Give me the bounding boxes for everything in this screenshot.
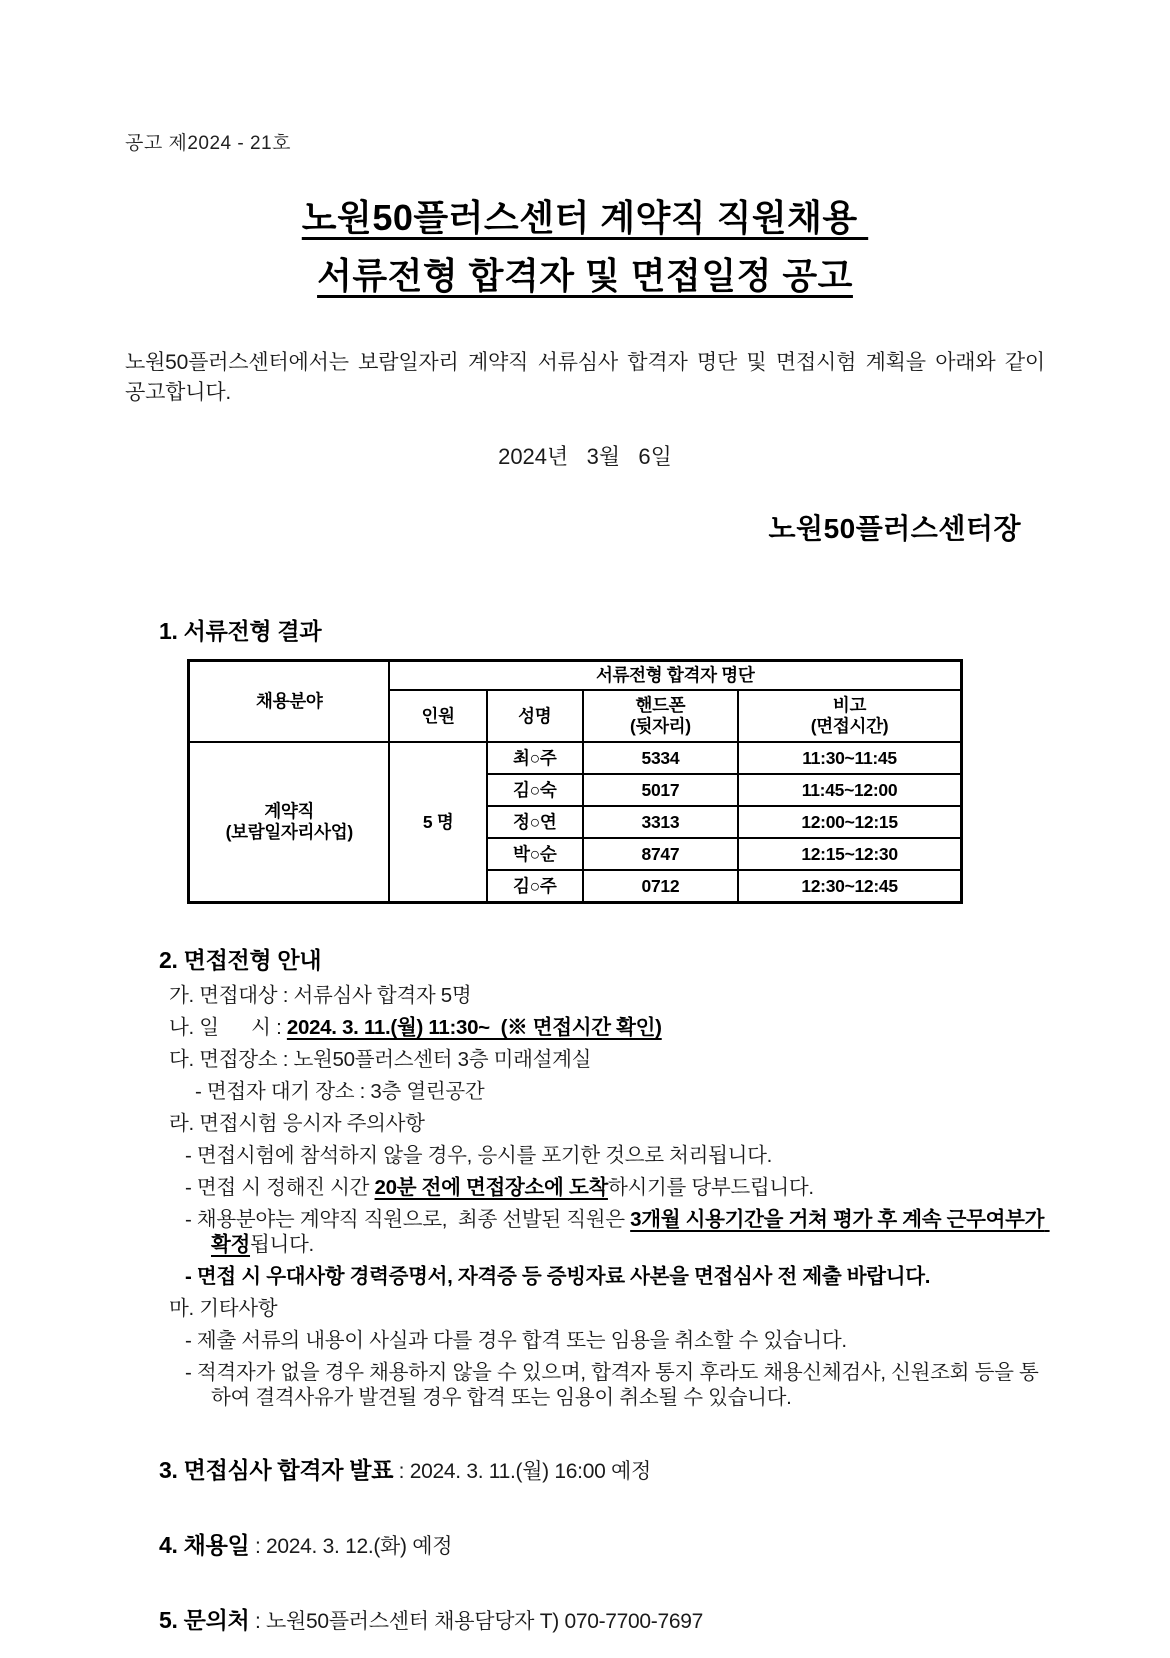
th-note: 비고 (면접시간) [738,690,961,742]
page-title [125,189,1045,304]
list-item: 라. 면접시험 응시자 주의사항 [169,1111,425,1135]
list-item: 가. 면접대상 : 서류심사 합격자 5명 [169,983,472,1007]
section-interview-guide [159,942,1050,1410]
cell-phone: 3313 [583,806,738,838]
cell-phone: 5017 [583,774,738,806]
list-item: 나. 일 시 : 2024. 3. 11.(월) 11:30~ (※ 면접시간 확인) [169,1015,662,1039]
cell-name: 정○연 [487,806,583,838]
th-recruit-field: 채용분야 [189,660,390,742]
th-count: 인원 [389,690,486,742]
cell-phone: 8747 [583,838,738,870]
table-row [189,742,962,774]
cell-phone: 0712 [583,870,738,902]
list-item: 다. 면접장소 : 노원50플러스센터 3층 미래설계실 [169,1047,592,1071]
cell-time: 11:30~11:45 [738,742,961,774]
screening-result-table [187,659,963,904]
page-title-line2: 서류전형 합격자 및 면접일정 공고 [317,254,853,296]
section4-text: : 2024. 3. 12.(화) 예정 [249,1534,453,1558]
signer: 노원50플러스센터장 [768,512,1021,544]
list-item: - 면접 시 정해진 시간 20분 전에 면접장소에 도착하시기를 당부드립니다. [185,1175,814,1199]
cell-name: 김○숙 [487,774,583,806]
section5-text: : 노원50플러스센터 채용담당자 T) 070-7700-7697 [249,1609,704,1633]
th-pass-list-group: 서류전형 합격자 명단 [389,660,961,690]
section1-heading: 1. 서류전형 결과 [159,617,322,644]
section2-heading: 2. 면접전형 안내 [159,946,322,973]
cell-phone: 5334 [583,742,738,774]
section4-heading: 4. 채용일 [159,1531,250,1558]
list-item: - 채용분야는 계약직 직원으로, 최종 선발된 직원은 3개월 시용기간을 거쳐 평가 후 계속 근무여부가 확정됩니다. [185,1207,1050,1256]
doc-number: 공고 제2024 - 21호 [125,133,291,154]
section-contact [159,1602,1045,1635]
section-interview-pass-announcement [159,1452,1045,1485]
th-name: 성명 [487,690,583,742]
list-item: - 면접 시 우대사항 경력증명서, 자격증 등 증빙자료 사본을 면접심사 전 제출 바랍니다. [185,1264,931,1288]
interview-guide-list [159,983,1050,1410]
list-item: 마. 기타사항 [169,1296,278,1320]
section5-heading: 5. 문의처 [159,1606,250,1633]
list-item: - 면접시험에 참석하지 않을 경우, 응시를 포기한 것으로 처리됩니다. [185,1143,773,1167]
list-item: - 면접자 대기 장소 : 3층 열린공간 [195,1079,485,1103]
cell-name: 박○순 [487,838,583,870]
cell-time: 12:00~12:15 [738,806,961,838]
cell-time: 12:15~12:30 [738,838,961,870]
list-item: - 제출 서류의 내용이 사실과 다를 경우 합격 또는 임용을 취소할 수 있습니다. [185,1328,847,1352]
section3-text: : 2024. 3. 11.(월) 16:00 예정 [393,1459,651,1483]
section-document-screening-result [159,613,1045,904]
cell-name: 김○주 [487,870,583,902]
th-phone: 핸드폰 (뒷자리) [583,690,738,742]
announcement-date: 2024년 3월 6일 [498,443,672,469]
section-hire-date [159,1527,1045,1560]
cell-time: 11:45~12:00 [738,774,961,806]
cell-name: 최○주 [487,742,583,774]
cell-count: 5 명 [389,742,486,902]
list-item: - 적격자가 없을 경우 채용하지 않을 수 있으며, 합격자 통지 후라도 채용신체검사, 신원조회 등을 통하여 결격사유가 발견될 경우 합격 또는 임용이 취소될 수 있습니다. [185,1360,1039,1409]
cell-time: 12:30~12:45 [738,870,961,902]
cell-recruit-field: 계약직 (보람일자리사업) [189,742,390,902]
intro-paragraph: 노원50플러스센터에서는 보람일자리 계약직 서류심사 합격자 명단 및 면접시험 계획을 아래와 같이 공고합니다. [125,351,1045,404]
section3-heading: 3. 면접심사 합격자 발표 [159,1456,394,1483]
page-title-line1: 노원50플러스센터 계약직 직원채용 [301,197,869,238]
